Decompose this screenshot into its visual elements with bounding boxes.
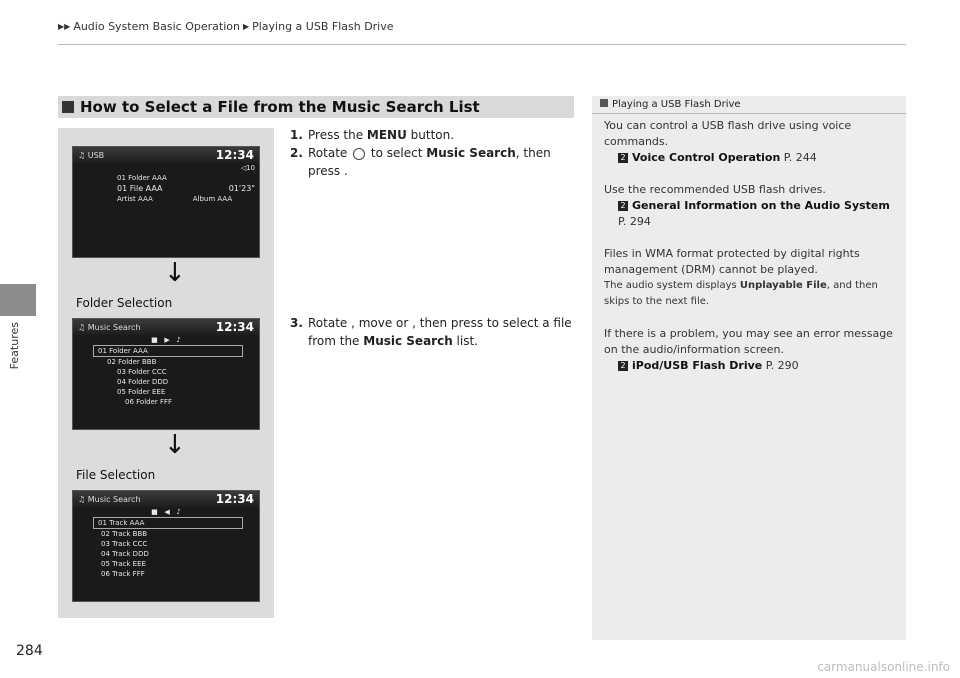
folder-selection-label: Folder Selection bbox=[76, 296, 173, 310]
step-item: 2. Rotate to select Music Search, then press . bbox=[290, 146, 551, 178]
reference-arrow-icon: 2 bbox=[618, 361, 628, 371]
folder-screen bbox=[72, 318, 260, 430]
cross-reference-link[interactable]: 2 iPod/USB Flash Drive P. 290 bbox=[604, 358, 894, 374]
screen-title: USB bbox=[87, 150, 105, 160]
note-body: You can control a USB flash drive using voice commands. 2 Voice Control Operation P. 244 Use the recommended USB flash drives. 2 General Information on the Audio System P. 294 Files in WMA format protected by digital rights management (DRM) cannot be played. The audio system displays Unplayable File, and then skips to the next file. If there is a problem, you may see an error message on the audio/information screen. 2 iPod/USB Flash Drive P. 290 bbox=[604, 119, 893, 372]
screen-nav-icons: ■ ▶ ♪ bbox=[151, 336, 181, 344]
artist-album-row: Artist AAA Album AAA bbox=[117, 195, 233, 203]
volume-indicator: ◁10 bbox=[240, 164, 255, 172]
list-item[interactable]: 01 Folder AAA bbox=[93, 345, 243, 357]
screen-header: ♫ Music Search 12:34 bbox=[73, 491, 259, 507]
screen-title: Music Search bbox=[87, 494, 141, 504]
chapter-label: Features bbox=[8, 322, 21, 370]
square-bullet-icon bbox=[62, 101, 74, 113]
breadcrumb-arrow-icon: ▶ bbox=[242, 22, 250, 31]
folder-row: 01 Folder AAA bbox=[117, 174, 167, 182]
steps-list bbox=[290, 126, 576, 350]
section-heading bbox=[58, 96, 574, 118]
drm-note: Files in WMA format protected by digital rights management (DRM) cannot be played. bbox=[604, 247, 860, 276]
file-screen bbox=[72, 490, 260, 602]
screen-title: Music Search bbox=[87, 322, 141, 332]
list-item[interactable]: 04 Folder DDD bbox=[117, 378, 169, 386]
file-row: 01 File AAA 01'23" bbox=[117, 184, 255, 193]
cross-reference-link[interactable]: 2 Voice Control Operation P. 244 bbox=[604, 150, 894, 166]
note-title: Playing a USB Flash Drive bbox=[592, 96, 906, 114]
list-item[interactable]: 05 Track EEE bbox=[101, 560, 146, 568]
list-item[interactable]: 05 Folder EEE bbox=[117, 388, 166, 396]
sidebar-note bbox=[592, 96, 906, 640]
reference-arrow-icon: 2 bbox=[618, 201, 628, 211]
arrow-down-icon: ↓ bbox=[164, 430, 186, 460]
screen-header: ♫ USB 12:34 bbox=[73, 147, 259, 163]
header-divider bbox=[58, 44, 906, 45]
watermark: carmanualsonline.info bbox=[817, 660, 950, 674]
breadcrumb-item[interactable]: Audio System Basic Operation bbox=[73, 20, 240, 33]
screen-header: ♫ Music Search 12:34 bbox=[73, 319, 259, 335]
step-item: 3. Rotate , move or , then press to select a file from the Music Search list. bbox=[290, 316, 572, 348]
step-item: 1. Press the MENU button. bbox=[290, 128, 455, 142]
list-item[interactable]: 02 Folder BBB bbox=[107, 358, 157, 366]
list-item[interactable]: 03 Track CCC bbox=[101, 540, 148, 548]
selector-knob-icon bbox=[353, 148, 365, 160]
usb-screen bbox=[72, 146, 260, 258]
note-marker-icon bbox=[600, 99, 608, 107]
breadcrumb-item[interactable]: Playing a USB Flash Drive bbox=[252, 20, 394, 33]
page-number: 284 bbox=[16, 643, 43, 659]
list-item[interactable]: 02 Track BBB bbox=[101, 530, 148, 538]
list-item[interactable]: 06 Track FFF bbox=[101, 570, 145, 578]
screen-clock: 12:34 bbox=[215, 492, 254, 506]
reference-arrow-icon: 2 bbox=[618, 153, 628, 163]
list-item[interactable]: 03 Folder CCC bbox=[117, 368, 167, 376]
list-item[interactable]: 01 Track AAA bbox=[93, 517, 243, 529]
screen-clock: 12:34 bbox=[215, 148, 254, 162]
section-title: How to Select a File from the Music Search List bbox=[80, 98, 480, 116]
screen-nav-icons: ■ ◀ ♪ bbox=[151, 508, 181, 516]
screen-illustration-panel bbox=[58, 128, 274, 618]
chapter-tab[interactable] bbox=[0, 284, 36, 316]
breadcrumb bbox=[58, 20, 394, 33]
cross-reference-link[interactable]: 2 General Information on the Audio System P. 294 bbox=[618, 199, 890, 228]
file-selection-label: File Selection bbox=[76, 468, 156, 482]
list-item[interactable]: 06 Folder FFF bbox=[125, 398, 173, 406]
arrow-down-icon: ↓ bbox=[164, 258, 186, 288]
list-item[interactable]: 04 Track DDD bbox=[101, 550, 149, 558]
breadcrumb-arrow-icon: ▶▶ bbox=[58, 22, 71, 31]
screen-clock: 12:34 bbox=[215, 320, 254, 334]
